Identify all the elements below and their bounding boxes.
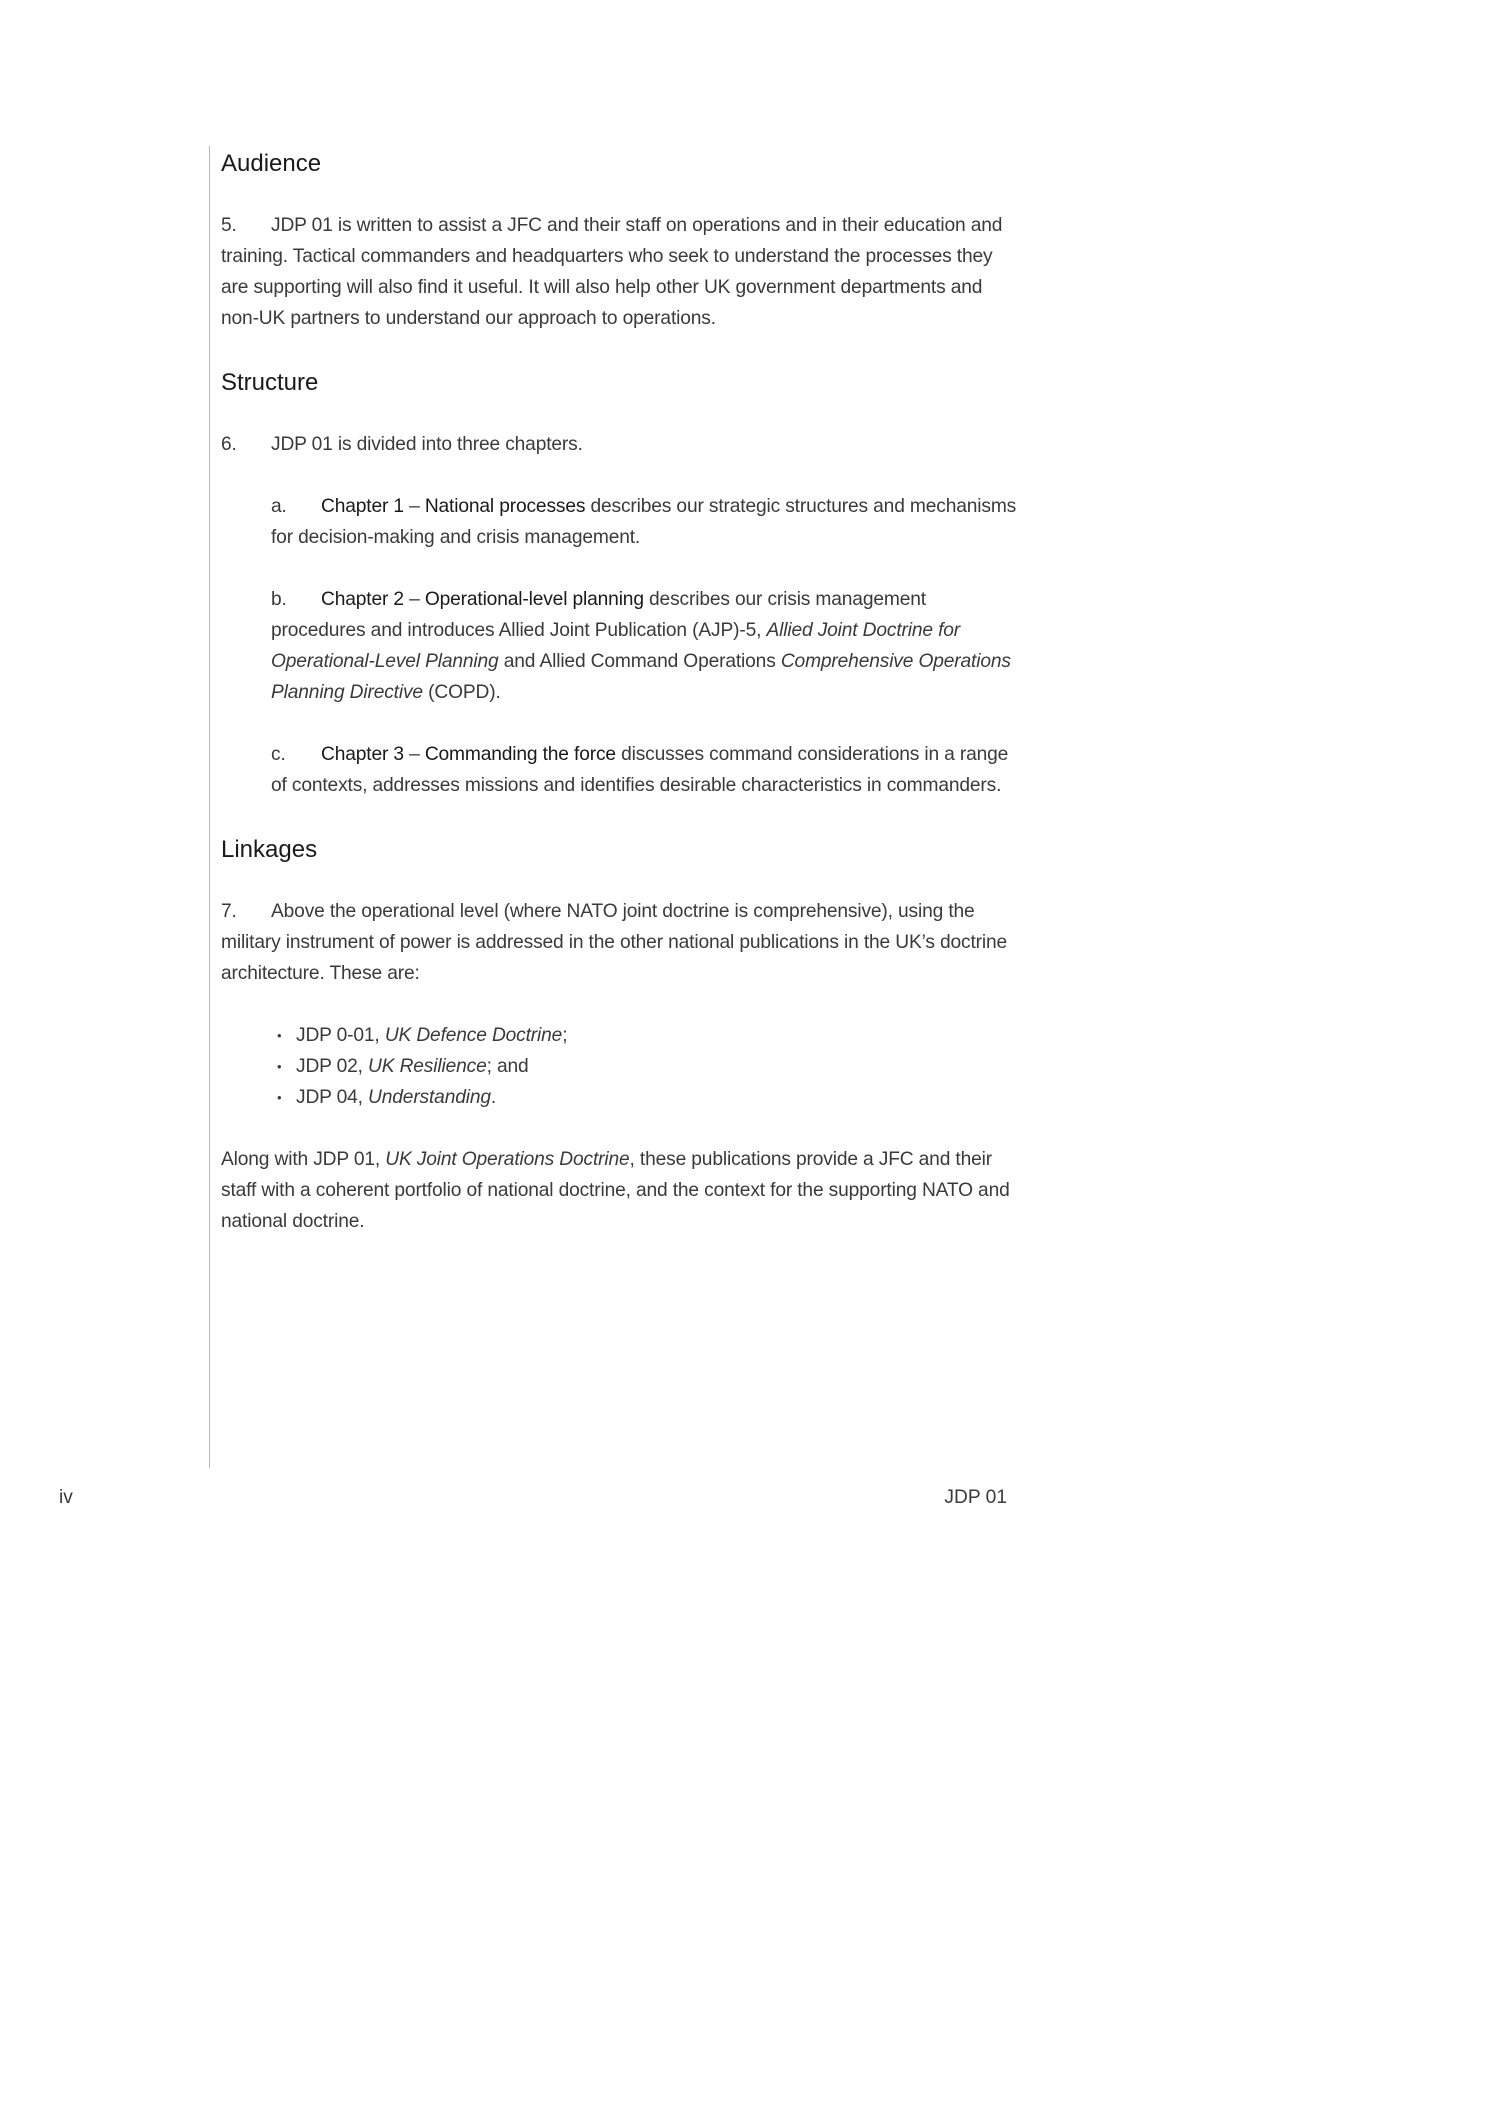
paragraph-7 bbox=[221, 896, 1021, 989]
doc-suffix: ; and bbox=[486, 1056, 529, 1077]
closing-text: , these publications provide a JFC and their staff with a coherent portfolio of national doctrine, and the context for the supporting NATO and national doctrine. bbox=[221, 1149, 1010, 1232]
subparagraph-letter: c. bbox=[271, 744, 286, 765]
closing-paragraph bbox=[221, 1144, 1021, 1237]
closing-text: Along with JDP 01, bbox=[221, 1149, 386, 1170]
subparagraph-letter: a. bbox=[271, 496, 287, 517]
dash: – bbox=[403, 589, 425, 610]
chapter-description: describes our strategic structures and mechanisms for decision-making and crisis management. bbox=[271, 496, 1017, 548]
chapter-title: National processes bbox=[424, 496, 586, 517]
paragraph-text: JDP 01 is divided into three chapters. bbox=[271, 434, 583, 455]
publication-label: JDP 01 bbox=[944, 1487, 1007, 1508]
page-content bbox=[221, 146, 1021, 1237]
chapter-description: (COPD). bbox=[422, 682, 501, 703]
doc-code: JDP 0-01, bbox=[296, 1025, 385, 1046]
chapter-label: Chapter 3 bbox=[321, 744, 404, 765]
list-item bbox=[277, 1051, 1021, 1082]
dash: – bbox=[403, 496, 425, 517]
doc-title: UK Defence Doctrine bbox=[384, 1025, 563, 1046]
paragraph-number: 5. bbox=[221, 215, 237, 236]
heading-structure: Structure bbox=[221, 369, 319, 396]
doc-suffix: . bbox=[490, 1087, 497, 1108]
subparagraph-b bbox=[221, 584, 1021, 708]
subparagraph-c bbox=[221, 739, 1021, 801]
publication-title: Allied Joint Doctrine for Operational-Level Planning bbox=[271, 620, 961, 672]
chapter-description: and Allied Command Operations bbox=[498, 651, 781, 672]
chapter-label: Chapter 2 bbox=[321, 589, 404, 610]
subparagraph-letter: b. bbox=[271, 589, 287, 610]
dash: – bbox=[403, 744, 425, 765]
paragraph-number: 6. bbox=[221, 434, 237, 455]
heading-audience: Audience bbox=[221, 150, 322, 177]
doc-suffix: ; bbox=[562, 1025, 568, 1046]
doc-code: JDP 04, bbox=[296, 1087, 369, 1108]
chapter-title: Operational-level planning bbox=[424, 589, 644, 610]
list-item bbox=[277, 1082, 1021, 1113]
paragraph-6 bbox=[221, 429, 1021, 460]
doc-title: Understanding bbox=[368, 1087, 491, 1108]
subparagraph-a bbox=[221, 491, 1021, 553]
doc-title: UK Resilience bbox=[368, 1056, 487, 1077]
chapter-title: Commanding the force bbox=[424, 744, 616, 765]
publication-title: UK Joint Operations Doctrine bbox=[385, 1149, 630, 1170]
doctrine-list bbox=[221, 1020, 1021, 1113]
paragraph-text: Above the operational level (where NATO joint doctrine is comprehensive), using the military instrument of power is addressed in the other national publications in the UK’s doctrine architecture. These are: bbox=[221, 901, 1008, 984]
page-number: iv bbox=[59, 1487, 73, 1508]
chapter-description: describes our crisis management procedures and introduces Allied Joint Publication (AJP)-5, bbox=[271, 589, 926, 641]
margin-rule bbox=[209, 146, 210, 1468]
paragraph-5 bbox=[221, 210, 1021, 334]
paragraph-text: JDP 01 is written to assist a JFC and their staff on operations and in their education and training. Tactical commanders and headquarters who seek to understand the processes they are supporting will also find it useful. It will also help other UK government departments and non-UK partners to understand our approach to operations. bbox=[221, 215, 1003, 329]
heading-linkages: Linkages bbox=[221, 836, 318, 863]
list-item bbox=[277, 1020, 1021, 1051]
chapter-label: Chapter 1 bbox=[321, 496, 404, 517]
chapter-description: discusses command considerations in a range of contexts, addresses missions and identifies desirable characteristics in commanders. bbox=[271, 744, 1009, 796]
publication-title: Comprehensive Operations Planning Directive bbox=[271, 651, 1011, 703]
doc-code: JDP 02, bbox=[296, 1056, 369, 1077]
paragraph-number: 7. bbox=[221, 901, 237, 922]
